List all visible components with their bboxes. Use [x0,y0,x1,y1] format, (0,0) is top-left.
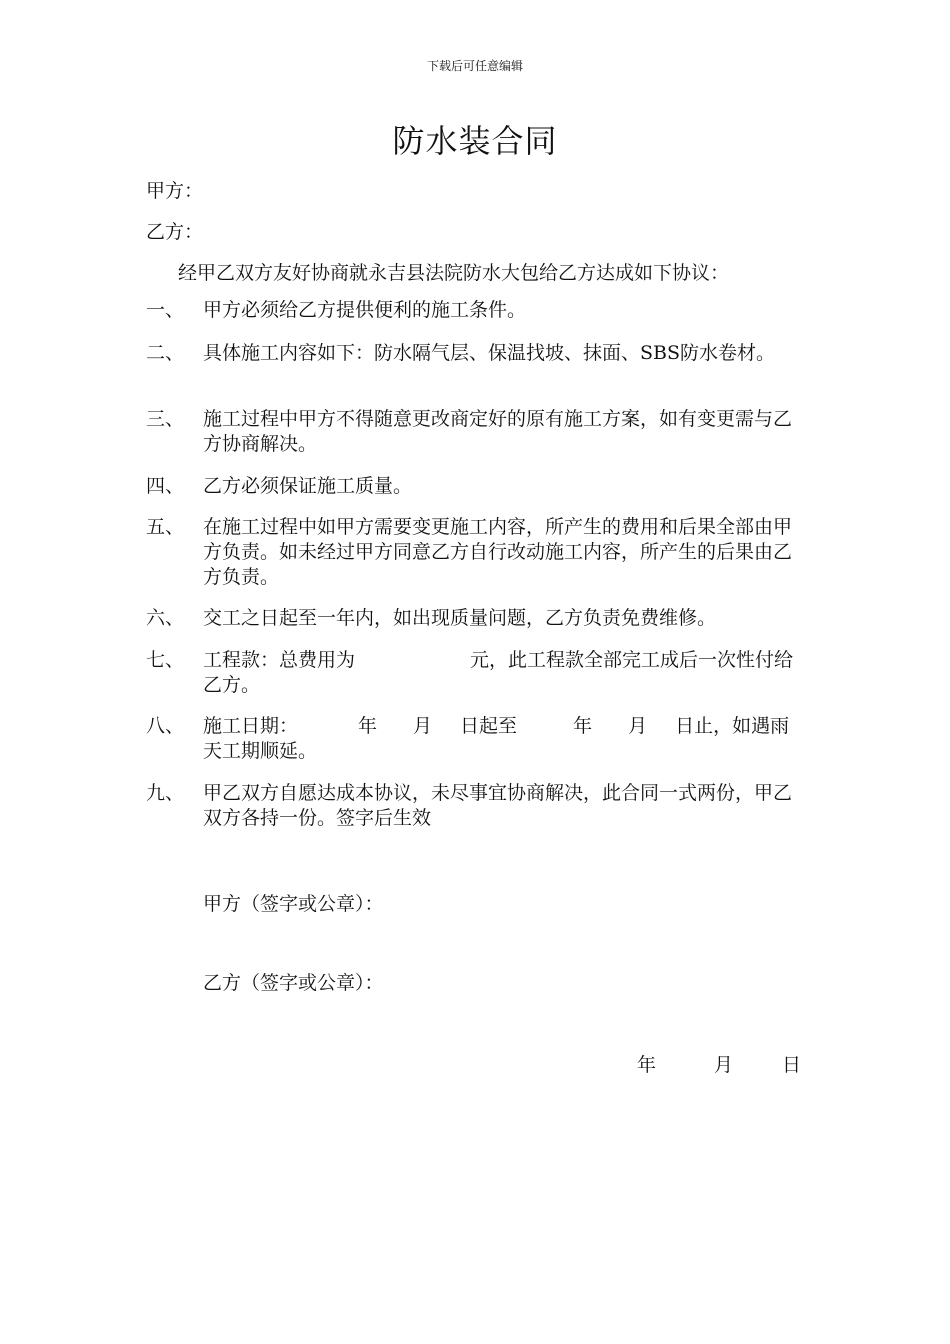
clause-text: 甲乙双方自愿达成本协议，未尽事宜协商解决，此合同一式两份，甲乙双方各持一份。签字后生效 [203,782,793,829]
date-day-label: 日 [782,1054,802,1076]
clause-number: 四、 [146,475,185,497]
party-a-label: 甲方： [146,180,204,202]
clause-text: 甲方必须给乙方提供便利的施工条件。 [203,299,527,321]
clause-3 [146,407,826,457]
clause-text: 在施工过程中如甲方需要变更施工内容，所产生的费用和后果全部由甲方负责。如未经过甲方同意乙方自行改动施工内容，所产生的后果由乙方负责。 [203,516,793,588]
clause-8 [146,714,826,764]
clause-number: 二、 [146,342,185,364]
schedule-label: 施工日期： [203,715,299,737]
signing-date [637,1050,801,1077]
clause-number: 一、 [146,299,185,321]
payment-terms: 元，此工程款全部完工成后一次性付给乙方。 [203,649,794,696]
clause-2 [146,341,826,366]
clause-1 [146,298,826,323]
document-title: 防水装合同 [392,122,558,160]
header-note: 下载后可任意编辑 [426,59,523,73]
date-month-label: 月 [714,1054,734,1076]
signature-party-a: 甲方（签字或公章）： [203,893,384,915]
end-month-label: 月 [628,715,648,737]
clause-text: 具体施工内容如下：防水隔气层、保温找坡、抹面、SBS防水卷材。 [203,342,775,364]
clause-text [203,648,808,698]
clause-7 [146,648,826,698]
payment-label: 工程款：总费用为 [203,649,356,671]
clause-4 [146,474,826,499]
intro-paragraph: 经甲乙双方友好协商就永吉县法院防水大包给乙方达成如下协议： [178,262,730,284]
clause-number: 八、 [146,715,185,737]
clause-9 [146,781,826,831]
clause-number: 三、 [146,408,185,430]
clause-6 [146,606,826,631]
clause-text: 乙方必须保证施工质量。 [203,475,413,497]
start-day-label: 日起至 [460,715,518,737]
clause-number: 七、 [146,649,185,671]
party-b-label: 乙方： [146,221,204,243]
clause-number: 六、 [146,607,185,629]
end-year-label: 年 [573,715,593,737]
signature-party-b: 乙方（签字或公章）： [203,972,384,994]
start-month-label: 月 [413,715,433,737]
clause-text [203,714,808,764]
clause-number: 九、 [146,782,185,804]
end-day-label: 日止，如遇雨天工期顺延。 [203,715,790,762]
clause-text: 施工过程中甲方不得随意更改商定好的原有施工方案，如有变更需与乙方协商解决。 [203,408,793,455]
date-year-label: 年 [637,1054,657,1076]
clause-text: 交工之日起至一年内，如出现质量问题，乙方负责免费维修。 [203,607,717,629]
clause-number: 五、 [146,516,185,538]
clause-5 [146,515,826,590]
start-year-label: 年 [358,715,378,737]
